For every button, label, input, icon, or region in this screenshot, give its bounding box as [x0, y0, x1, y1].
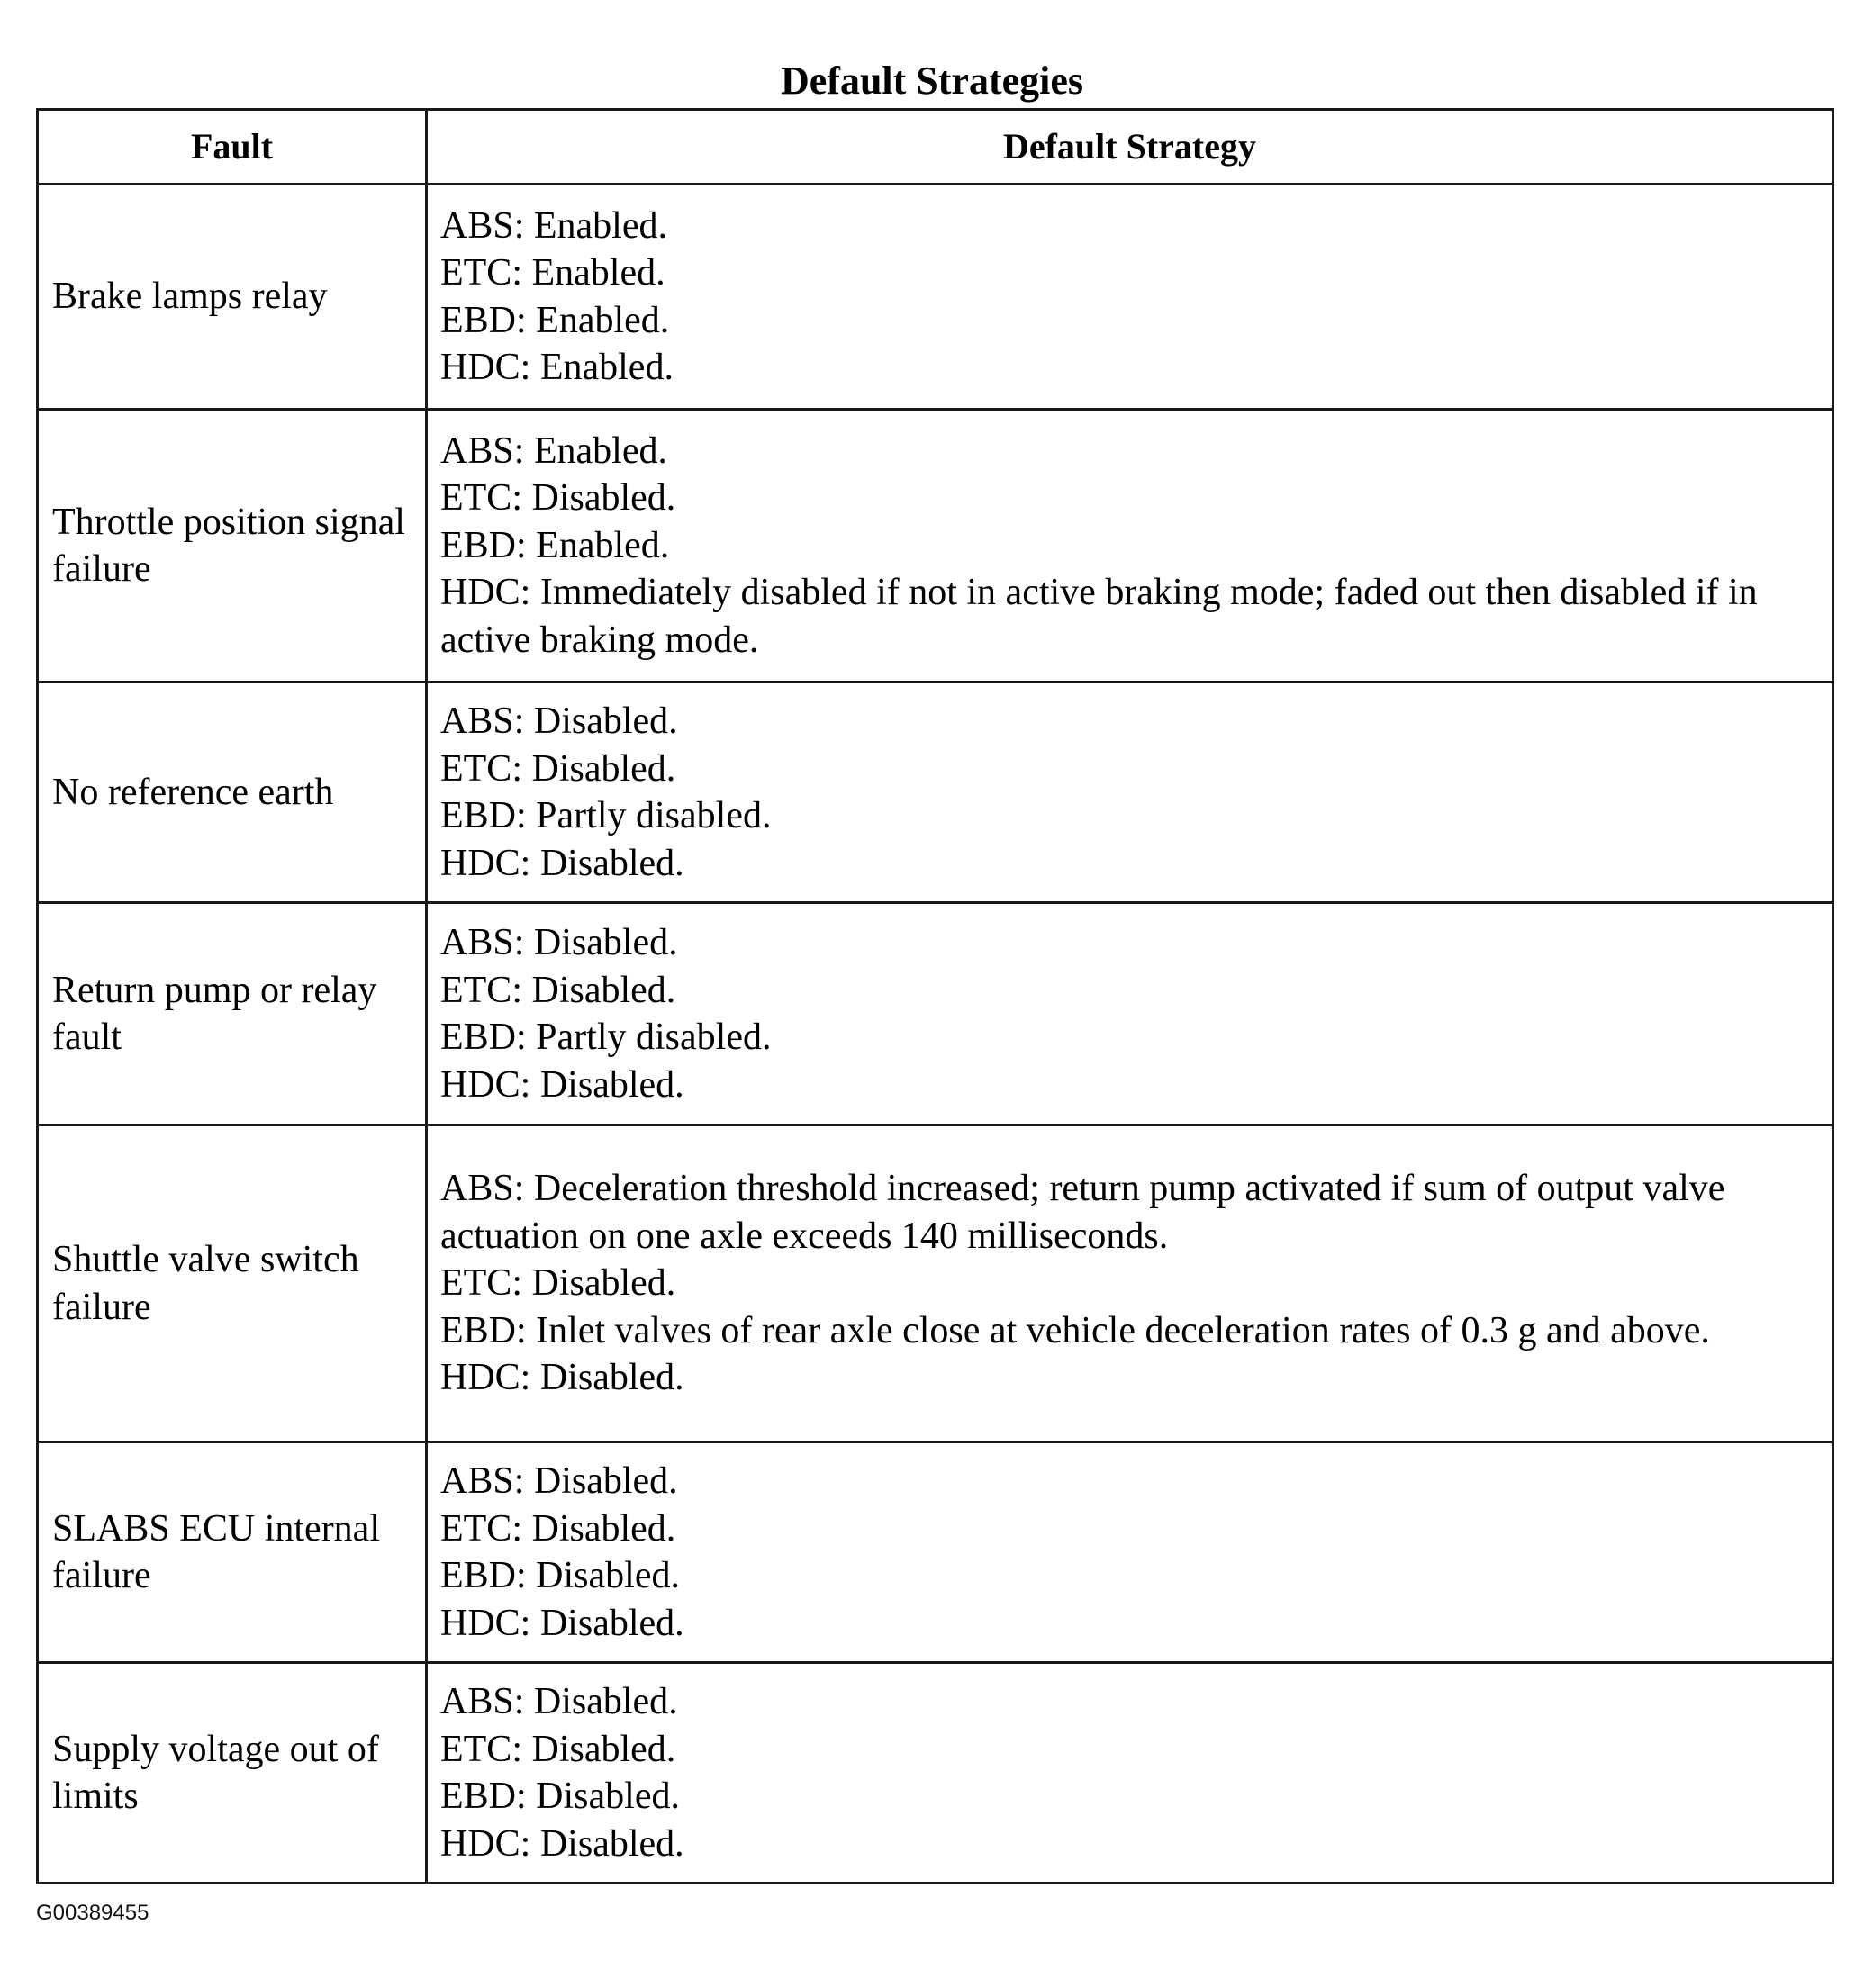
strategy-line-hdc: HDC: Disabled.	[440, 1357, 684, 1399]
strategy-cell	[427, 1663, 1833, 1884]
strategy-cell	[427, 1442, 1833, 1663]
strategy-line-hdc: HDC: Disabled.	[440, 842, 684, 884]
table-row	[38, 682, 1833, 903]
strategy-line-etc: ETC: Disabled.	[440, 477, 676, 520]
strategy-line-abs: ABS: Enabled.	[440, 204, 667, 247]
strategy-line-etc: ETC: Disabled.	[440, 1262, 676, 1305]
strategy-line-etc: ETC: Enabled.	[440, 252, 665, 294]
strategy-line-ebd: EBD: Partly disabled.	[440, 795, 772, 836]
strategy-line-etc: ETC: Disabled.	[440, 747, 676, 790]
strategy-line-hdc: HDC: Disabled.	[440, 1822, 684, 1865]
strategy-cell	[427, 410, 1833, 682]
strategy-line-abs: ABS: Enabled.	[440, 429, 667, 472]
table-header-row	[38, 110, 1833, 185]
table-row	[38, 1125, 1833, 1442]
strategy-line-etc: ETC: Disabled.	[440, 1507, 676, 1550]
strategy-line-abs: ABS: Disabled.	[440, 1681, 678, 1722]
strategy-cell	[427, 1125, 1833, 1442]
default-strategies-table	[36, 108, 1834, 1884]
fault-cell: SLABS ECU internal failure	[38, 1442, 427, 1663]
fault-cell: Throttle position signal failure	[38, 410, 427, 682]
strategy-line-ebd: EBD: Disabled.	[440, 1776, 680, 1817]
strategy-cell	[427, 903, 1833, 1125]
table-row	[38, 1663, 1833, 1884]
fault-cell: No reference earth	[38, 682, 427, 903]
table-row	[38, 1442, 1833, 1663]
strategy-line-ebd: EBD: Enabled.	[440, 524, 670, 566]
fault-cell: Shuttle valve switch failure	[38, 1125, 427, 1442]
table-title: Default Strategies	[780, 59, 1083, 103]
strategy-line-hdc: HDC: Disabled.	[440, 1602, 684, 1644]
strategy-line-ebd: EBD: Disabled.	[440, 1555, 680, 1596]
strategy-line-ebd: EBD: Partly disabled.	[440, 1017, 772, 1058]
strategy-cell	[427, 682, 1833, 903]
strategy-line-hdc: HDC: Immediately disabled if not in active braking mode; faded out then disabled if in active braking mode.	[440, 572, 1758, 661]
table-row	[38, 185, 1833, 410]
strategy-line-abs: ABS: Deceleration threshold increased; return pump activated if sum of output valve actuation on one axle exceeds 140 milliseconds.	[440, 1168, 1725, 1257]
fault-cell: Return pump or relay fault	[38, 903, 427, 1125]
table-row	[38, 410, 1833, 682]
fault-cell: Brake lamps relay	[38, 185, 427, 410]
strategy-line-ebd: EBD: Enabled.	[440, 299, 670, 341]
strategy-cell	[427, 185, 1833, 410]
strategy-line-abs: ABS: Disabled.	[440, 922, 678, 963]
figure-id: G00389455	[36, 1901, 149, 1925]
table-row	[38, 903, 1833, 1125]
strategy-line-etc: ETC: Disabled.	[440, 969, 676, 1011]
strategy-line-etc: ETC: Disabled.	[440, 1728, 676, 1770]
strategy-line-hdc: HDC: Disabled.	[440, 1063, 684, 1106]
fault-column-header: Fault	[38, 110, 427, 185]
strategy-line-hdc: HDC: Enabled.	[440, 347, 674, 388]
strategy-line-abs: ABS: Disabled.	[440, 700, 678, 742]
strategy-line-abs: ABS: Disabled.	[440, 1460, 678, 1502]
strategy-line-ebd: EBD: Inlet valves of rear axle close at vehicle deceleration rates of 0.3 g and above.	[440, 1309, 1710, 1351]
default-strategy-column-header: Default Strategy	[427, 110, 1833, 185]
fault-cell: Supply voltage out of limits	[38, 1663, 427, 1884]
